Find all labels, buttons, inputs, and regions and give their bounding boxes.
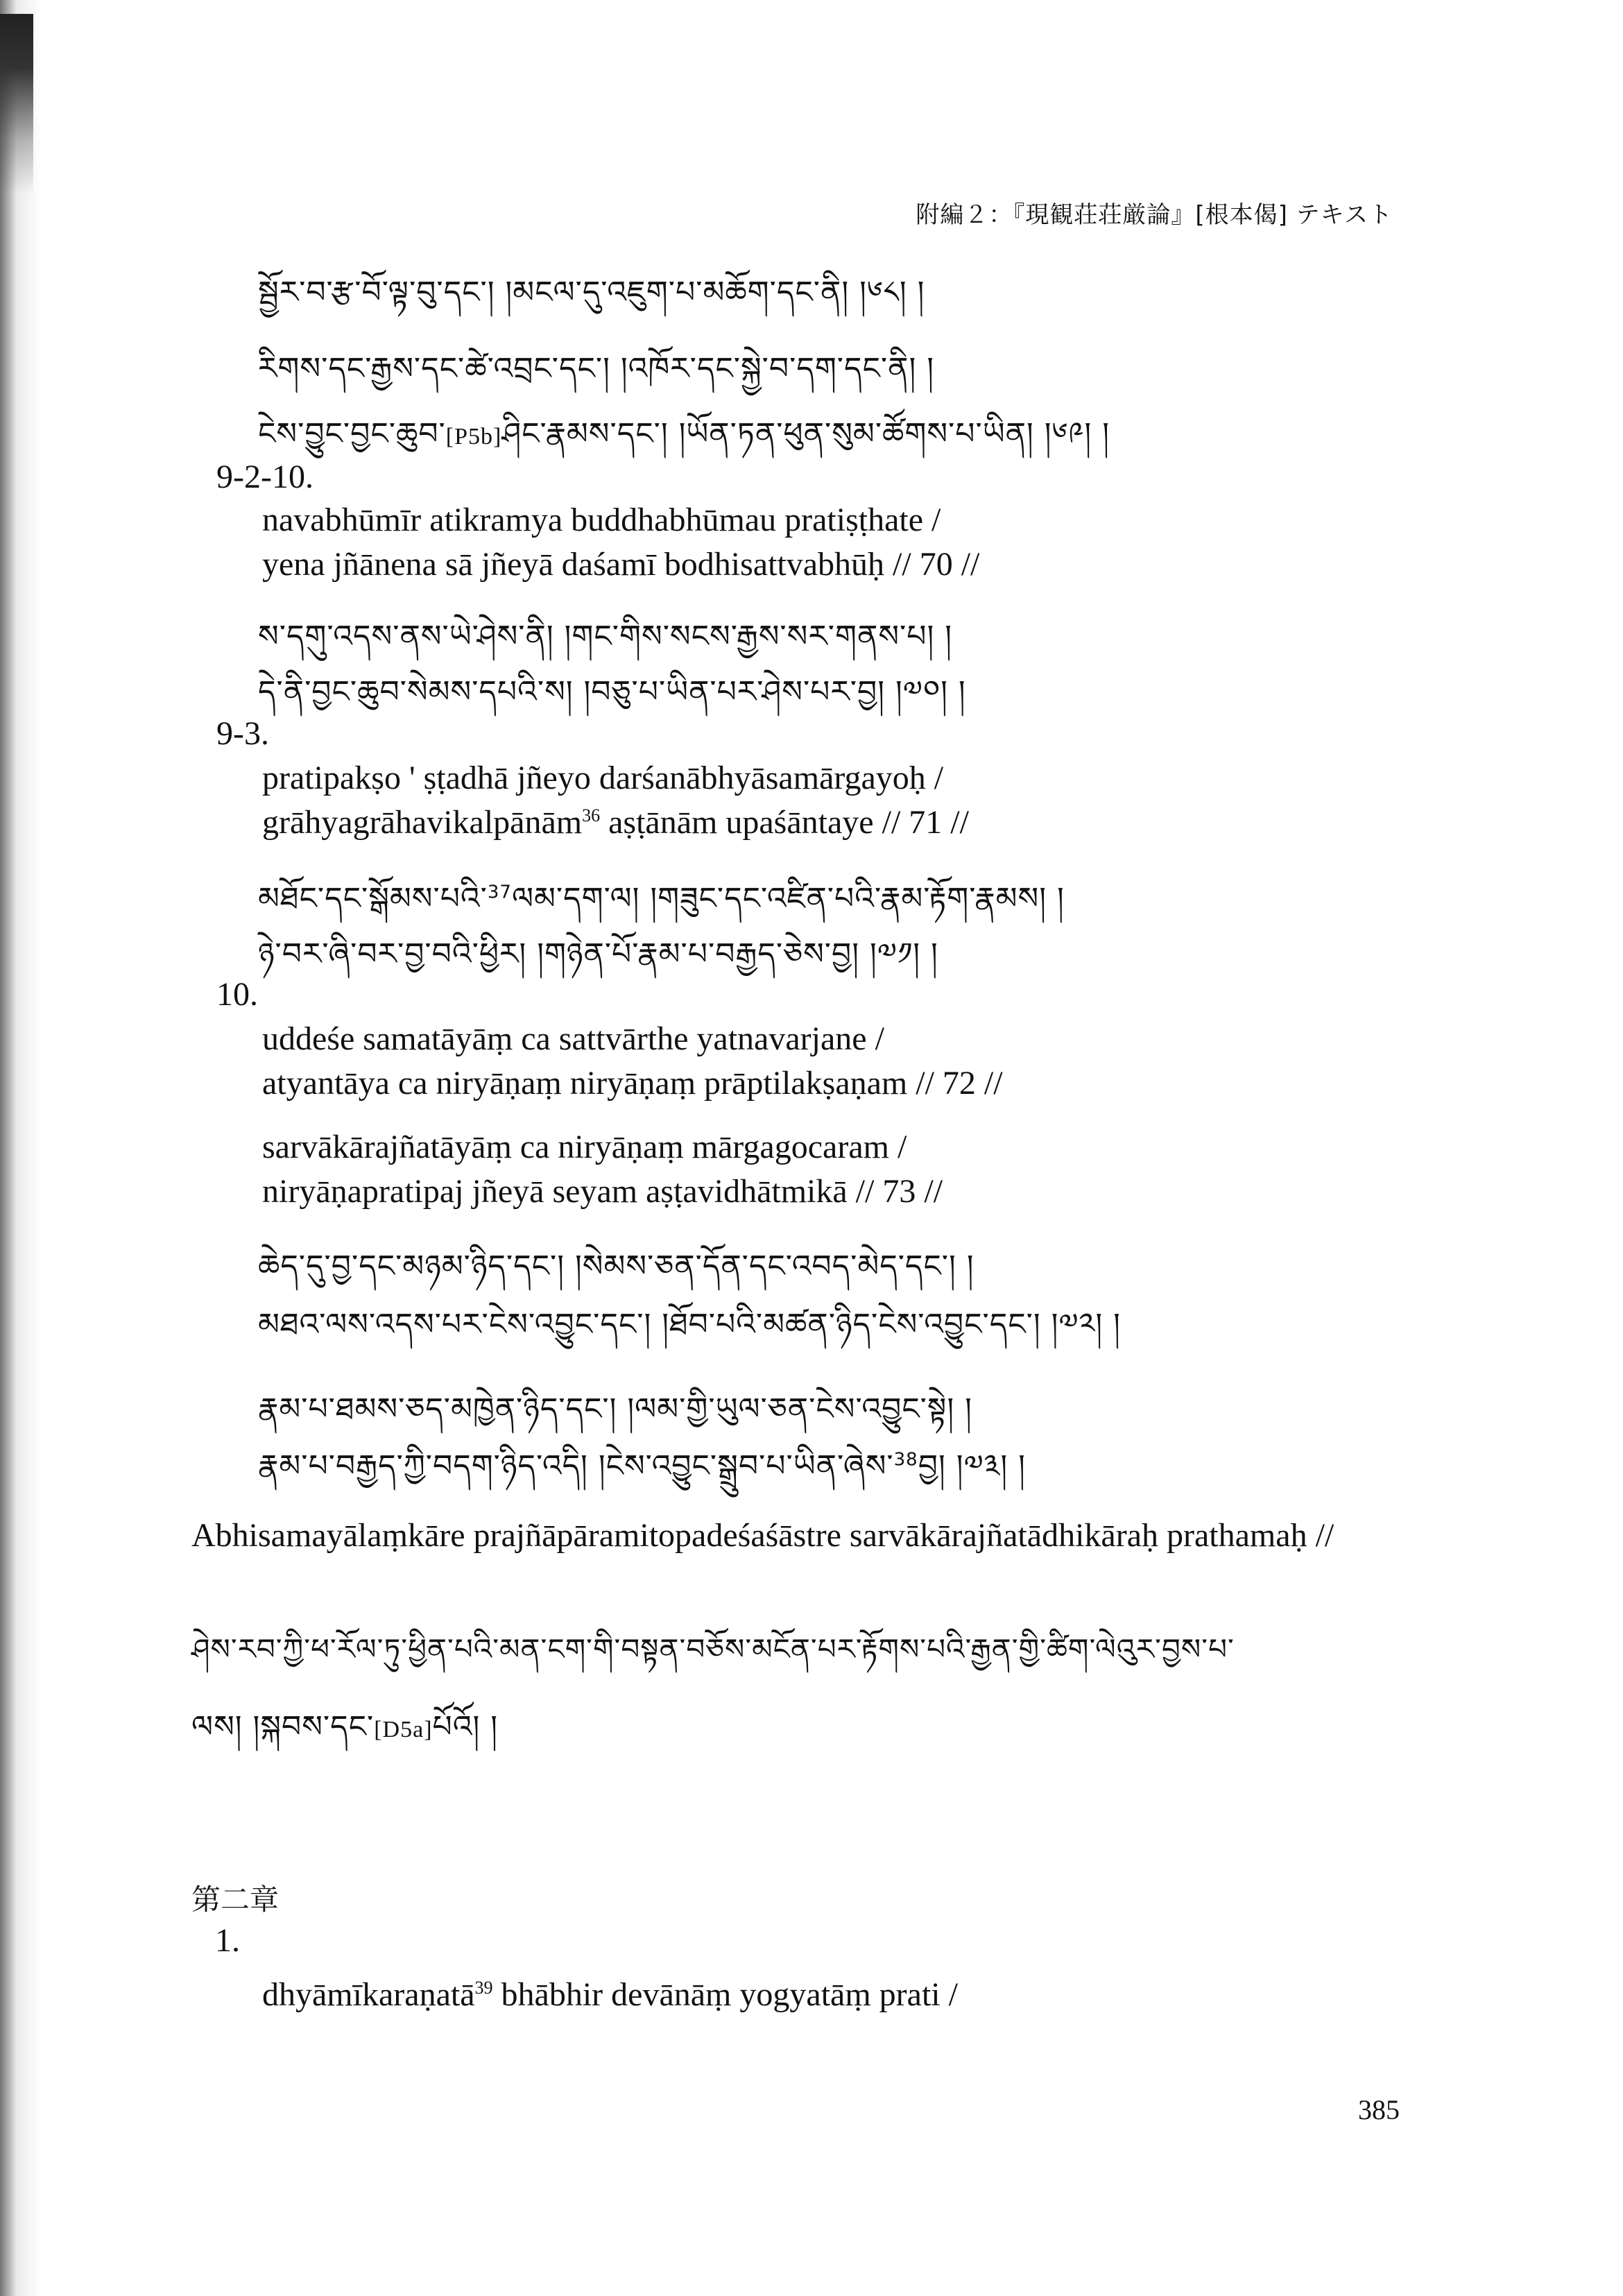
sanskrit-text: aṣṭānām upaśāntaye // 71 // [600, 804, 969, 841]
colophon-tibetan-line: ཤེས་རབ་ཀྱི་ཕ་རོལ་ཏུ་ཕྱིན་པའི་མན་ངག་གི་བསྟན་བཅོས་མངོན་པར་རྟོགས་པའི་རྒྱན་གྱི་ཚིག་ལེའུར་བྱས་པ་ [191, 1632, 1235, 1666]
tibetan-text: ལམ་དག་ལ། །གཟུང་དང་འཛིན་པའི་རྣམ་རྟོག་རྣམས། ། [511, 881, 1065, 916]
sanskrit-verse-line: pratipakṣo ' ṣṭadhā jñeyo darśanābhyāsamārgayoḥ / [262, 760, 944, 796]
tibetan-text: བྱ། །༧༣། ། [918, 1448, 1026, 1484]
tibetan-line: རྣམ་པ་ཐམས་ཅད་མཁྱེན་ཉིད་དང་། །ལམ་གྱི་ཡུལ་ཅན་ངེས་འབྱུང་སྟེ། ། [258, 1391, 972, 1427]
tibetan-text: ངེས་བྱུང་བྱང་ཆུབ་ [258, 416, 446, 452]
section-number: 10. [216, 976, 258, 1013]
section-number: 1. [215, 1922, 240, 1959]
sanskrit-verse-line: atyantāya ca niryāṇaṃ niryāṇaṃ prāptilakṣaṇam // 72 // [262, 1065, 1003, 1102]
chapter-title: 第二章 [191, 1883, 280, 1917]
colophon-tibetan-line [191, 1693, 498, 1779]
sanskrit-verse-line: yena jñānena sā jñeyā daśamī bodhisattvabhūḥ // 70 // [262, 546, 980, 583]
colophon-sanskrit: Abhisamayālaṃkāre prajñāpāramitopadeśaśāstre sarvākārajñatādhikāraḥ prathamaḥ // [191, 1517, 1334, 1554]
scan-edge-binding-mark [0, 14, 33, 194]
tibetan-line: ས་དགུ་འདས་ནས་ཡེ་ཤེས་ནི། །གང་གིས་སངས་རྒྱས་སར་གནས་པ། ། [258, 619, 953, 654]
section-number: 9-3. [216, 715, 269, 752]
tibetan-text: ལས། །སྐབས་དང་ [191, 1709, 375, 1745]
tibetan-line: མཐའ་ལས་འདས་པར་ངེས་འབྱུང་དང་། །ཐོབ་པའི་མཚན་ཉིད་ངེས་འབྱུང་དང་། །༧༢། ། [258, 1307, 1121, 1342]
scan-edge-shadow [0, 0, 42, 2296]
tibetan-text: ཤིང་རྣམས་དང་། །ཡོན་ཏན་ཕུན་སུམ་ཚོགས་པ་ཡིན། །༦༩། ། [501, 416, 1110, 452]
sanskrit-verse-line [262, 803, 969, 841]
footnote-marker: 37 [487, 882, 512, 903]
sanskrit-verse-line: sarvākārajñatāyāṃ ca niryāṇaṃ mārgagocaram / [262, 1129, 907, 1165]
sanskrit-text: bhābhir devānāṃ yogyatāṃ prati / [492, 1976, 958, 2013]
tibetan-text: མཐོང་དང་སྒོམས་པའི་ [258, 881, 488, 916]
sanskrit-verse-line: uddeśe samatāyāṃ ca sattvārthe yatnavarjane / [262, 1020, 884, 1057]
running-header: 附編２：『現観荘荘厳論』[根本偈] テキスト [916, 201, 1393, 229]
tibetan-line: སྦྱོར་བ་རྩ་བོ་ལྟ་བུ་དང་། །མངལ་དུ་འཇུག་པ་མཆོག་དང་ནི། །༦༨། ། [258, 275, 925, 310]
sanskrit-verse-line [262, 1976, 958, 2014]
section-number: 9-2-10. [216, 459, 314, 495]
footnote-marker: 39 [474, 1978, 493, 1998]
sanskrit-text: grāhyagrāhavikalpānām [262, 804, 583, 841]
tibetan-line: ཉེ་བར་ཞི་བར་བྱ་བའི་ཕྱིར། །གཉེན་པོ་རྣམ་པ་བརྒྱད་ཅེས་བྱ། །༧༡། ། [258, 936, 938, 972]
sanskrit-verse-line: navabhūmīr atikramya buddhabhūmau pratiṣṭhate / [262, 502, 941, 538]
page-number: 385 [1358, 2094, 1400, 2125]
folio-reference: [D5a] [374, 1717, 433, 1742]
footnote-marker: 36 [582, 805, 601, 825]
footnote-marker: 38 [893, 1449, 918, 1471]
tibetan-line: དེ་ནི་བྱང་ཆུབ་སེམས་དཔའི་ས། །བཅུ་པ་ཡིན་པར་ཤེས་པར་བྱ། །༧༠། ། [258, 674, 966, 710]
tibetan-line: རིགས་དང་རྒྱས་དང་ཚེ་འབྲང་དང་། །འཁོར་དང་སྐྱེ་བ་དག་དང་ནི། ། [258, 351, 935, 386]
tibetan-line [258, 400, 1110, 486]
folio-reference: [P5b] [445, 424, 502, 449]
sanskrit-text: dhyāmīkaraṇatā [262, 1976, 475, 2013]
tibetan-text: པོའོ། ། [432, 1709, 498, 1745]
tibetan-line: ཆེད་དུ་བྱ་དང་མཉམ་ཉིད་དང་། །སེམས་ཅན་དོན་དང་འབད་མེད་དང་། ། [258, 1249, 974, 1284]
tibetan-line [258, 1432, 1026, 1518]
sanskrit-verse-line: niryāṇapratipaj jñeyā seyam aṣṭavidhātmikā // 73 // [262, 1173, 943, 1210]
tibetan-text: རྣམ་པ་བརྒྱད་ཀྱི་བདག་ཉིད་འདི། །ངེས་འབྱུང་སྒྲུབ་པ་ཡིན་ཞེས་ [258, 1448, 894, 1484]
